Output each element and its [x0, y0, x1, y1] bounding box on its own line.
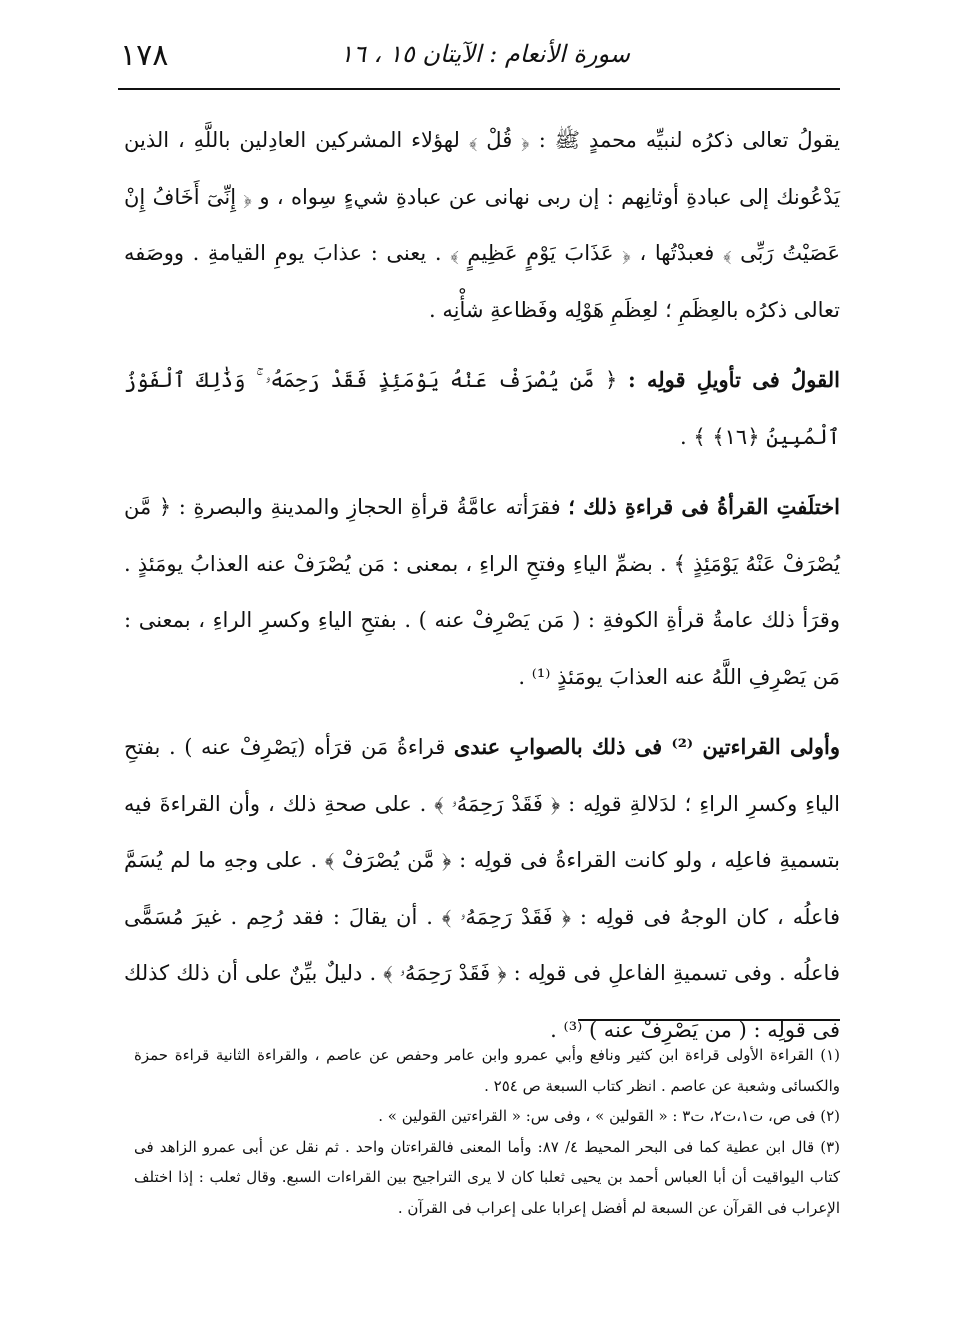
main-text — [124, 112, 840, 1058]
page-header — [118, 28, 840, 90]
paragraph-lead: اختلَفتِ القرأةُ فى قراءةِ ذلك ؛ — [568, 494, 840, 519]
footnote-separator — [578, 1019, 840, 1021]
footnote: (١) القراءة الأولى قراءة ابن كثير ونافع وأبي عمرو وابن عامر وحفص عن عاصم ، والقراءة الثانية قراءة حمزة والكسائى وشعبة عن عاصم . انظر كتاب السبعة ص ٢٥٤ . — [134, 1046, 840, 1095]
paragraph-text: فقرَأته عامَّةُ قرأةِ الحجازِ والمدينةِ والبصرةِ : ﴿ مَّن يُصْرَفْ عَنْهُ يَوْمَئِذٍ ﴾ . بضمِّ الياءِ وفتحِ الراءِ ، بمعنى : مَن يُصْرَفْ عنه العذابُ يومَئذٍ . وقرَأ ذلك عامةُ قرأةِ الكوفةِ : ( مَن يَصْرِفْ عنه ) . بفتحِ الياءِ وكسرِ الراءِ ، بمعنى : مَن يَصْرِفِ اللَّهُ عنه العذابَ يومَئذٍ ⁽¹⁾ . — [124, 495, 840, 689]
paragraph-lead: وأولى القراءتين ⁽²⁾ فى ذلك بالصوابِ عندى — [453, 734, 840, 759]
paragraph — [124, 719, 840, 1058]
page-number: ١٧٨ — [120, 38, 169, 73]
paragraph — [124, 479, 840, 705]
paragraph-lead: القولُ فى تأويلِ قولِه : — [627, 367, 840, 392]
footnotes — [134, 1040, 840, 1223]
paragraph — [124, 352, 840, 465]
footnote: (٢) فى ص، ت١،ت٢، ت٣ : « القولين » ، وفى س: « القراءتين القولين » . — [378, 1107, 840, 1125]
paragraph-text: يقولُ تعالى ذكرُه لنبيِّه محمدٍ ﷺ : ﴿ قُلْ ﴾ لهؤلاء المشركين العادِلين باللَّهِ ، الذين يَدْعُونك إلى عبادةِ أوثانِهم : إن ربى نهانى عن عبادةِ شيءٍ سِواه ، و ﴿ إِنِّىٓ أَخَافُ إِنْ عَصَيْتُ رَبِّى ﴾ فعبدْتُها ، ﴿ عَذَابَ يَوْمٍ عَظِيمٍ ﴾ . يعنى : عذابَ يومِ القيامةِ . ووصَفه تعالى ذكرُه بالعِظَمِ ؛ لعِظَمِ هَوْلِه وفَظاعةِ شأْنِه . — [124, 128, 840, 322]
footnote: (٣) قال ابن عطية كما فى البحر المحيط ٤/ ٨٧: وأما المعنى فالقراءتان واحد . ثم نقل عن أبى عمرو الزاهد فى كتاب اليواقيت أن أبا العباس أحمد بن يحيى ثعلبا كان لا يرى التراجيح بين القراءات السبع. وقال ثعلب : إذا اختلف الإعراب فى القرآن عن السبعة لم أفضل إعرابا على إعراب فى القرآن . — [134, 1137, 841, 1217]
running-title: سورة الأنعام : الآيتان ١٥ ، ١٦ — [340, 40, 630, 68]
paragraph-text: قراءةُ مَن قرَأه (يَصْرِفْ عنه ) . بفتحِ الياءِ وكسرِ الراءِ ؛ لدَلالةِ قولِه : ﴿ فَقَدْ رَحِمَهُۥ ﴾ . على صحةِ ذلك ، وأن القراءةَ فيه بتسميةِ فاعلِه ، ولو كانت القراءةُ فى قولِه : ﴿ مَّن يُصْرَفْ ﴾ . على وجهِ ما لم يُسَمَّ فاعلُه ، كان الوجهُ فى قولِه : ﴿ فَقَدْ رَحِمَهُۥ ﴾ . أن يقالَ : فقد رُحِم . غيرَ مُسَمًّى فاعلُه . وفى تسميةِ الفاعلِ فى قولِه : ﴿ فَقَدْ رَحِمَهُۥ ﴾ . دليلٌ بيِّنٌ على أن ذلك كذلك فى قولِه : ( من يَصْرِفْ عنه ) ⁽³⁾ . — [124, 735, 840, 1042]
paragraph-text: ﴿ مَّن يُصْرَفْ عَنْهُ يَوْمَئِذٍ فَقَدْ رَحِمَهُۥ ۚ وَذَٰلِكَ ٱلْفَوْزُ ٱلْمُبِينُ ﴿١٦﴾ ﴾ . — [124, 368, 840, 449]
paragraph — [124, 112, 840, 338]
